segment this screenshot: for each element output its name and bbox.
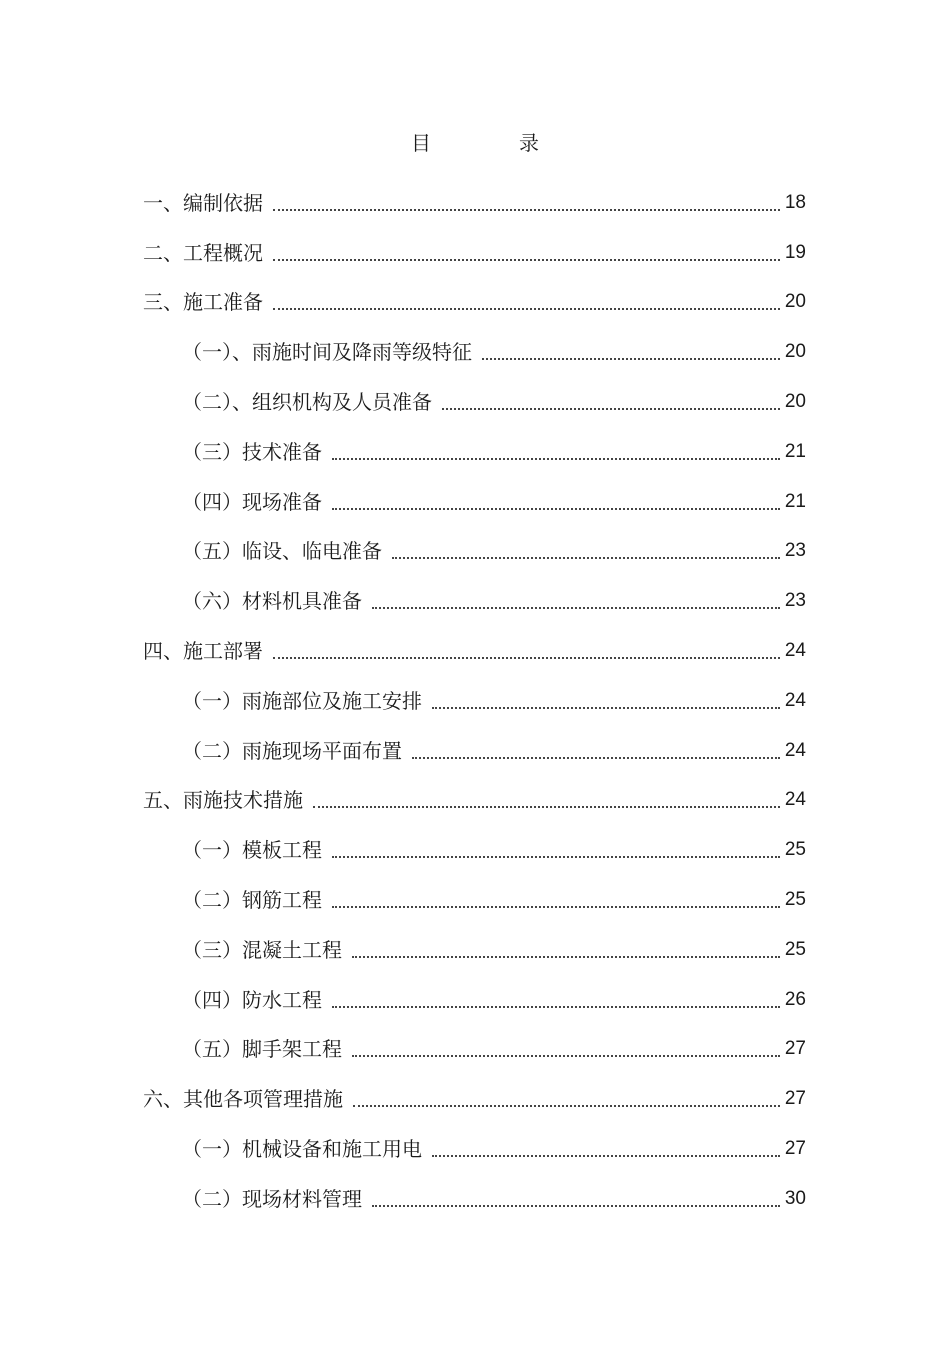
toc-entry[interactable] bbox=[0, 178, 950, 228]
toc-entry-label: 六、其他各项管理措施 bbox=[143, 1087, 343, 1112]
dot-leader bbox=[313, 785, 780, 815]
toc-entry[interactable] bbox=[0, 527, 950, 577]
toc-entry-label: （三）混凝土工程 bbox=[182, 937, 342, 962]
toc-entry-label: （一）机械设备和施工用电 bbox=[182, 1137, 422, 1162]
dot-leader bbox=[332, 835, 780, 865]
toc-entry-label: 二、工程概况 bbox=[143, 240, 263, 265]
toc-entry[interactable] bbox=[0, 477, 950, 527]
toc-entry-page: 25 bbox=[784, 938, 806, 960]
toc-entry[interactable] bbox=[0, 327, 950, 377]
toc-entry-label: （四）现场准备 bbox=[182, 489, 322, 514]
toc-entry-label: （一）、雨施时间及降雨等级特征 bbox=[182, 340, 472, 365]
toc-entry-page: 27 bbox=[784, 1088, 806, 1110]
dot-leader bbox=[332, 985, 780, 1015]
toc-entry-page: 26 bbox=[784, 988, 806, 1010]
toc-entry-page: 18 bbox=[784, 191, 806, 213]
toc-title-right: 录 bbox=[519, 131, 539, 155]
dot-leader bbox=[273, 287, 780, 317]
toc-entry-label: 四、施工部署 bbox=[143, 639, 263, 664]
dot-leader bbox=[432, 1134, 780, 1164]
toc-entry[interactable] bbox=[0, 228, 950, 278]
toc-entry[interactable] bbox=[0, 925, 950, 975]
toc-title-left: 目 bbox=[411, 131, 431, 155]
toc-entry-page: 21 bbox=[784, 440, 806, 462]
dot-leader bbox=[412, 736, 780, 766]
dot-leader bbox=[372, 586, 780, 616]
toc-entry-label: （二）、组织机构及人员准备 bbox=[182, 390, 432, 415]
toc-entry-label: （五）临设、临电准备 bbox=[182, 539, 382, 564]
toc-entry[interactable] bbox=[0, 676, 950, 726]
toc-entry[interactable] bbox=[0, 1074, 950, 1124]
toc-entry-label: （二）雨施现场平面布置 bbox=[182, 738, 402, 763]
toc-entry-label: （一）雨施部位及施工安排 bbox=[182, 688, 422, 713]
dot-leader bbox=[352, 1034, 780, 1064]
toc-entry[interactable] bbox=[0, 1025, 950, 1075]
toc-entry-label: （六）材料机具准备 bbox=[182, 589, 362, 614]
toc-entry-page: 20 bbox=[784, 341, 806, 363]
dot-leader bbox=[273, 238, 780, 268]
toc-entry-page: 24 bbox=[784, 640, 806, 662]
toc-entry[interactable] bbox=[0, 975, 950, 1025]
toc-entry-page: 19 bbox=[784, 241, 806, 263]
toc-entry-label: （一）模板工程 bbox=[182, 838, 322, 863]
toc-entry-page: 21 bbox=[784, 490, 806, 512]
toc-entry[interactable] bbox=[0, 875, 950, 925]
toc-entry[interactable] bbox=[0, 576, 950, 626]
toc-entry[interactable] bbox=[0, 377, 950, 427]
toc-entry-label: 三、施工准备 bbox=[143, 290, 263, 315]
dot-leader bbox=[273, 636, 780, 666]
toc-entry[interactable] bbox=[0, 626, 950, 676]
toc-entry-page: 25 bbox=[784, 839, 806, 861]
toc-entry-label: 五、雨施技术措施 bbox=[143, 788, 303, 813]
dot-leader bbox=[332, 487, 780, 517]
toc-entry-page: 24 bbox=[784, 689, 806, 711]
toc-entry-label: （五）脚手架工程 bbox=[182, 1037, 342, 1062]
dot-leader bbox=[352, 935, 780, 965]
toc-entry[interactable] bbox=[0, 1124, 950, 1174]
toc-entry-page: 30 bbox=[784, 1187, 806, 1209]
toc-entry-label: （二）钢筋工程 bbox=[182, 888, 322, 913]
toc-entry[interactable] bbox=[0, 1174, 950, 1224]
toc-entry-label: （四）防水工程 bbox=[182, 987, 322, 1012]
toc-entry-page: 24 bbox=[784, 739, 806, 761]
toc-entry[interactable] bbox=[0, 278, 950, 328]
toc-entry[interactable] bbox=[0, 776, 950, 826]
toc-entry-label: （三）技术准备 bbox=[182, 439, 322, 464]
toc-entry-page: 20 bbox=[784, 391, 806, 413]
dot-leader bbox=[332, 437, 780, 467]
toc-title bbox=[0, 130, 950, 156]
dot-leader bbox=[332, 885, 780, 915]
toc-list bbox=[0, 178, 950, 1224]
dot-leader bbox=[432, 686, 780, 716]
toc-entry-page: 20 bbox=[784, 291, 806, 313]
dot-leader bbox=[372, 1184, 780, 1214]
toc-entry-page: 23 bbox=[784, 540, 806, 562]
toc-entry[interactable] bbox=[0, 726, 950, 776]
toc-entry[interactable] bbox=[0, 825, 950, 875]
dot-leader bbox=[482, 337, 780, 367]
dot-leader bbox=[392, 536, 780, 566]
toc-entry-label: 一、编制依据 bbox=[143, 190, 263, 215]
toc-entry-page: 23 bbox=[784, 590, 806, 612]
dot-leader bbox=[353, 1084, 780, 1114]
toc-entry-page: 27 bbox=[784, 1038, 806, 1060]
dot-leader bbox=[442, 387, 780, 417]
toc-entry[interactable] bbox=[0, 427, 950, 477]
toc-entry-page: 27 bbox=[784, 1138, 806, 1160]
toc-entry-page: 24 bbox=[784, 789, 806, 811]
dot-leader bbox=[273, 188, 780, 218]
toc-entry-label: （二）现场材料管理 bbox=[182, 1186, 362, 1211]
toc-entry-page: 25 bbox=[784, 889, 806, 911]
